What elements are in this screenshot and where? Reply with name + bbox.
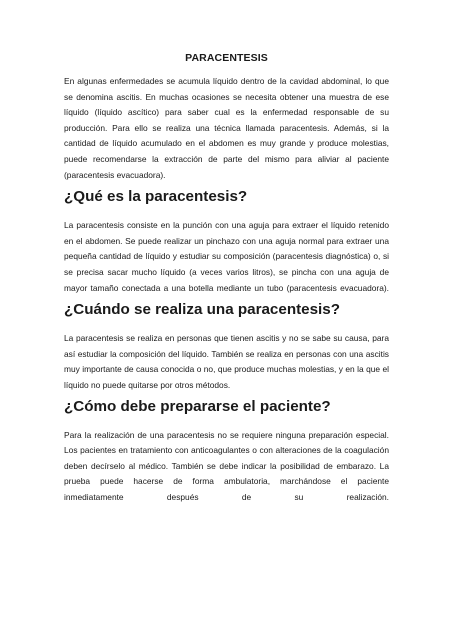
section-heading-preparation: ¿Cómo debe prepararse el paciente? [64,397,331,415]
section-body-what-is: La paracentesis consiste en la punción con una aguja para extraer el líquido retenido en el abdomen. Se puede realizar un pinchazo con una aguja normal para extraer una pequeña cantidad de líquido y estudiar su composición (paracentesis diagnóstica) o, si se precisa sacar mucho líquido (a veces varios litros), se pincha con una aguja de mayor tamaño conectada a una botella mediante un tubo (paracentesis evacuadora). [64,220,389,293]
document-body [64,52,389,505]
section-body-preparation: Para la realización de una paracentesis no se requiere ninguna preparación especial. Los pacientes en tratamiento con anticoagulantes o con alteraciones de la coagulación deben decírselo al médico. También se debe indicar la posibilidad de embarazo. La prueba puede hacerse de forma ambulatoria, marchándose el paciente inmediatamente después de su realización. [64,429,389,502]
document-title: PARACENTESIS [185,52,268,64]
section-heading-what-is: ¿Qué es la paracentesis? [64,188,248,206]
intro-paragraph: En algunas enfermedades se acumula líquido dentro de la cavidad abdominal, lo que se denomina ascitis. En muchas ocasiones se necesita obtener una muestra de ese líquido (líquido ascítico) para saber cual es la enfermedad responsable de su producción. Para ello se realiza una técnica llamada paracentesis. Además, si la cantidad de líquido acumulado en el abdomen es muy grande y produce molestias, puede recomendarse la extracción de parte del mismo para aliviar al paciente (paracentesis evacuadora). [64,76,389,180]
section-heading-when: ¿Cuándo se realiza una paracentesis? [64,301,341,319]
section-body-when: La paracentesis se realiza en personas que tienen ascitis y no se sabe su causa, para así estudiar la composición del líquido. También se realiza en personas con una ascitis muy importante de causa conocida o no, que produce muchas molestias, y en la que el líquido no puede quitarse por otros métodos. [64,333,389,390]
